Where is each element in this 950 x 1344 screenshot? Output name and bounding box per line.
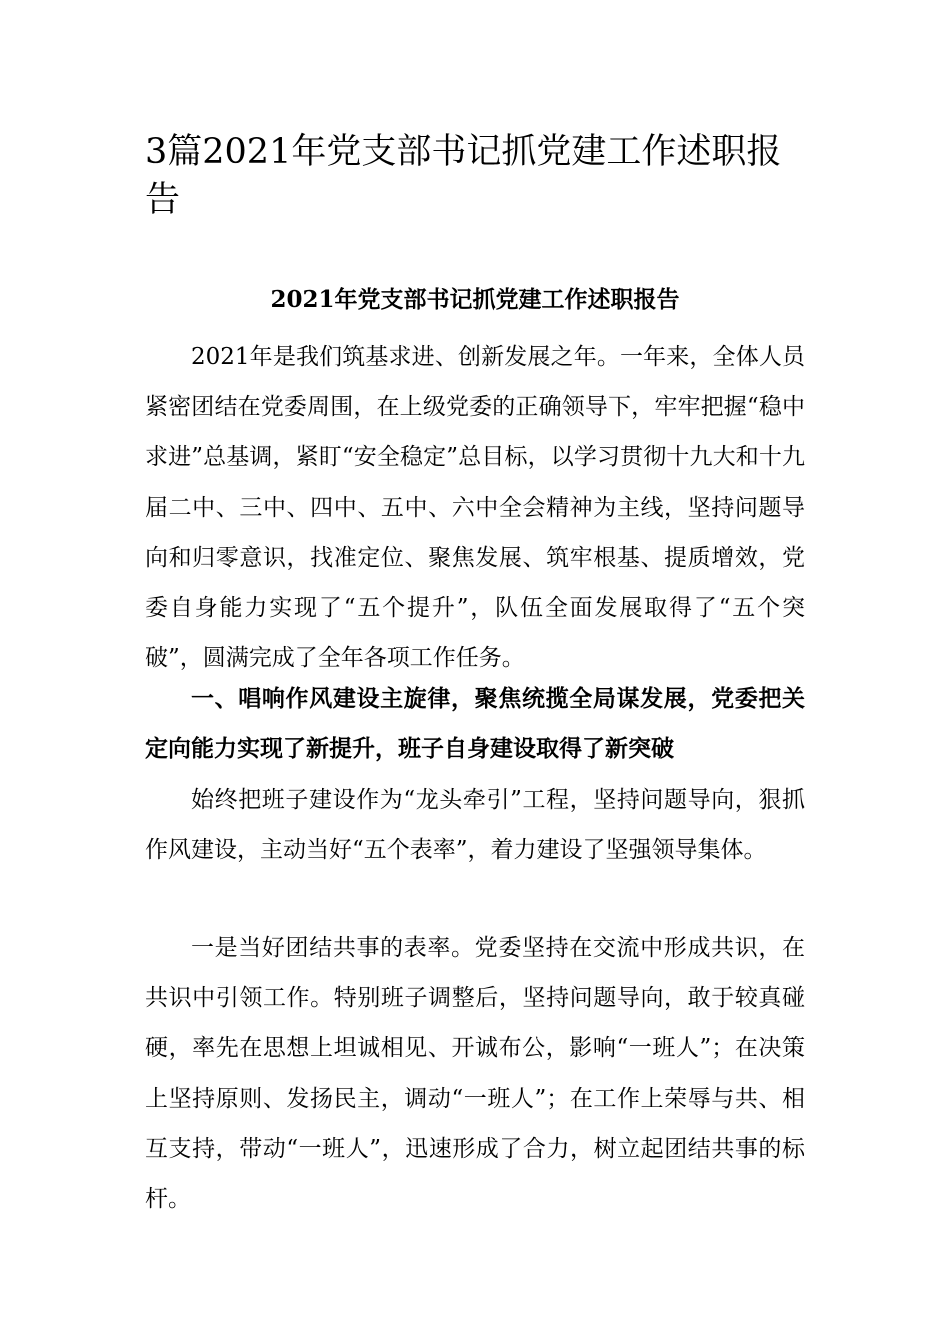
report-subtitle: 2021年党支部书记抓党建工作述职报告 [270, 286, 680, 313]
paragraph-section-1: 始终把班子建设作为“龙头牵引”工程，坚持问题导向，狠抓作风建设，主动当好“五个表率”，着力建设了坚强领导集体。 [145, 787, 805, 864]
section-heading-1: 一、唱响作风建设主旋律，聚焦统揽全局谋发展，党委把关定向能力实现了新提升，班子自身建设取得了新突破 [145, 685, 805, 763]
paragraph-intro: 2021年是我们筑基求进、创新发展之年。一年来，全体人员紧密团结在党委周围，在上级党委的正确领导下，牢牢把握“稳中求进”总基调，紧盯“安全稳定”总目标，以学习贯彻十九大和十九届二中、三中、四中、五中、六中全会精神为主线，坚持问题导向和归零意识，找准定位、聚焦发展、筑牢根基、提质增效，党委自身能力实现了“五个提升”，队伍全面发展取得了“五个突破”，圆满完成了全年各项工作任务。 [145, 344, 805, 672]
paragraph-point-1: 一是当好团结共事的表率。党委坚持在交流中形成共识，在共识中引领工作。特别班子调整后，坚持问题导向，敢于较真碰硬，率先在思想上坦诚相见、开诚布公，影响“一班人”；在决策上坚持原则、发扬民主，调动“一班人”；在工作上荣辱与共、相互支持，带动“一班人”，迅速形成了合力，树立起团结共事的标杆。 [145, 935, 805, 1213]
document-title: 3篇2021年党支部书记抓党建工作述职报告 [145, 132, 782, 220]
